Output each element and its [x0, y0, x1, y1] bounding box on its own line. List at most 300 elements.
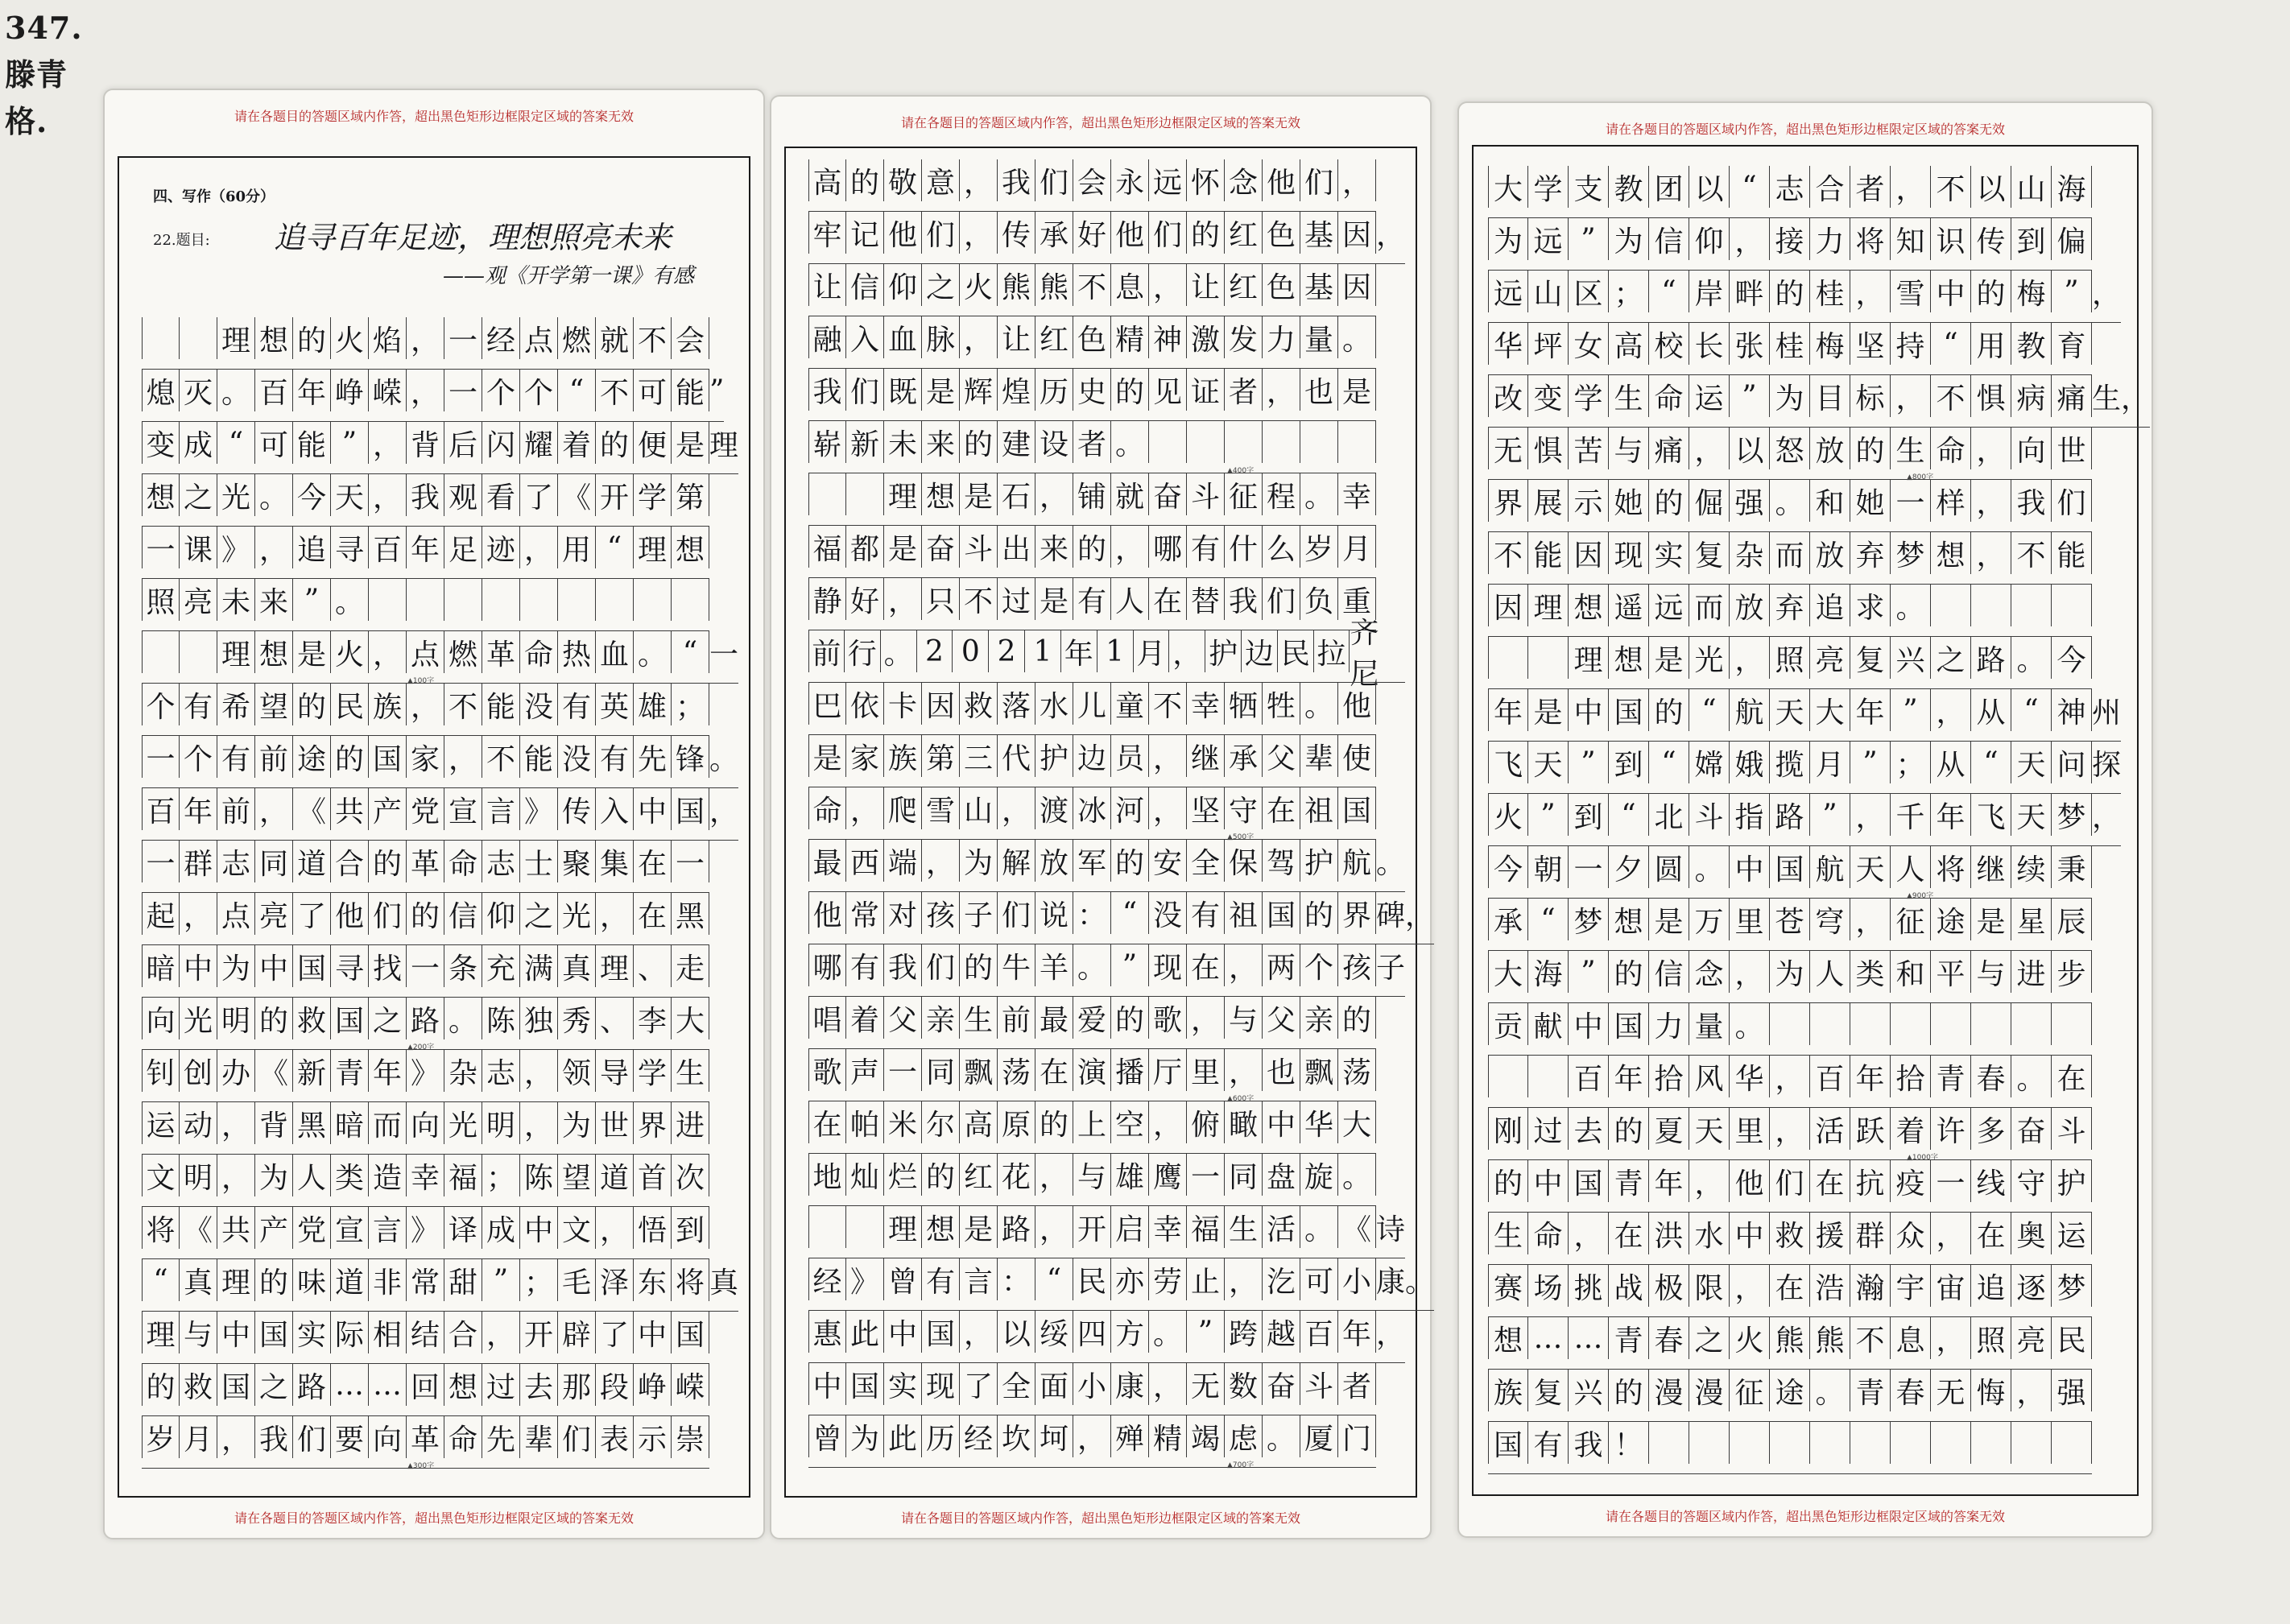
- grid-cell: 力: [1649, 1003, 1689, 1045]
- grid-cell: 厅: [1149, 1049, 1187, 1091]
- grid-cell: 放: [1730, 585, 1770, 626]
- grid-cell: 为: [255, 1155, 293, 1196]
- grid-cell: 救: [1770, 1213, 1810, 1254]
- grid-cell: 既: [884, 369, 922, 411]
- grid-cell: 惧: [1528, 428, 1569, 469]
- grid-row: [1488, 742, 2121, 783]
- grid-cell: [1971, 1422, 2011, 1464]
- grid-cell: 》: [407, 1050, 444, 1092]
- grid-cell: 传: [558, 788, 596, 830]
- grid-row: [142, 684, 709, 725]
- grid-cell: 量: [1300, 316, 1338, 358]
- grid-cell: 的: [1488, 1160, 1528, 1202]
- grid-cell: 华: [1730, 1056, 1770, 1097]
- grid-row: [142, 370, 724, 411]
- grid-row: [808, 212, 1405, 254]
- grid-cell: 驾: [1263, 840, 1300, 882]
- grid-cell: ，: [369, 474, 407, 516]
- grid-cell: 陈: [482, 998, 520, 1039]
- grid-cell: 山: [960, 787, 998, 829]
- grid-cell: 荡: [1338, 1049, 1376, 1091]
- grid-cell: 地: [808, 1154, 846, 1196]
- grid-cell: 复: [1689, 532, 1730, 574]
- word-count-mark: ▲800字: [1907, 473, 1934, 481]
- grid-cell: 水: [1035, 683, 1073, 725]
- grid-cell: 飘: [960, 1049, 998, 1091]
- grid-cell: 光: [1689, 637, 1730, 679]
- grid-cell: 岸: [1689, 271, 1730, 312]
- grid-cell: 光: [558, 893, 596, 935]
- grid-cell: 经: [960, 1415, 998, 1457]
- grid-cell: 的: [1300, 892, 1338, 934]
- grid-cell: 边: [1073, 735, 1111, 777]
- grid-cell: 年: [180, 788, 217, 830]
- grid-cell: 。: [255, 474, 293, 516]
- grid-cell: 青: [331, 1050, 369, 1092]
- grid-cell: 小: [1073, 1363, 1111, 1405]
- grid-cell: 牢: [808, 212, 846, 254]
- grid-cell: 年: [293, 370, 331, 411]
- grid-cell: 着: [846, 997, 884, 1039]
- grid-cell: 拉: [1314, 630, 1350, 672]
- grid-cell: 有: [1187, 892, 1225, 934]
- grid-cell: 未: [884, 421, 922, 463]
- grid-overflow-char: 州: [2092, 696, 2122, 729]
- grid-cell: 保: [1225, 840, 1263, 882]
- word-count-mark: ▲900字: [1907, 892, 1934, 900]
- grid-cell: 负: [1300, 578, 1338, 620]
- grid-cell: 导: [596, 1050, 634, 1092]
- grid-cell: 夏: [1649, 1108, 1689, 1150]
- grid-cell: 悟: [634, 1207, 672, 1249]
- grid-cell: 回: [407, 1364, 444, 1406]
- grid-cell: 命: [1931, 428, 1971, 469]
- grid-cell: 要: [331, 1416, 369, 1458]
- grid-cell: 学: [634, 474, 672, 516]
- grid-cell: 让: [1187, 264, 1225, 306]
- grid-cell: 去: [1569, 1108, 1609, 1150]
- grid-cell: 能: [1528, 532, 1569, 574]
- grid-cell: 不: [596, 370, 634, 411]
- grid-cell: 是: [884, 526, 922, 568]
- grid-cell: 天: [331, 474, 369, 516]
- grid-row: [142, 474, 709, 516]
- grid-cell: 一: [142, 736, 180, 778]
- grid-cell: 抗: [1850, 1160, 1891, 1202]
- grid-cell: 在: [1149, 578, 1187, 620]
- grid-cell: 程: [1263, 473, 1300, 515]
- grid-cell: 真: [558, 945, 596, 987]
- grid-cell: 开: [1073, 1206, 1111, 1248]
- grid-cell: [1225, 421, 1263, 463]
- grid-cell: 味: [293, 1259, 331, 1301]
- grid-cell: 色: [1073, 316, 1111, 358]
- grid-cell: 民: [1278, 630, 1314, 672]
- grid-cell: 者: [1225, 369, 1263, 411]
- grid-cell: 现: [1609, 532, 1649, 574]
- grid-cell: 方: [1111, 1311, 1149, 1353]
- grid-cell: ”: [1569, 742, 1609, 783]
- grid-cell: ，: [520, 1050, 558, 1092]
- grid-cell: ，: [1035, 1206, 1073, 1248]
- grid-cell: 不: [960, 578, 998, 620]
- grid-cell: 雪: [922, 787, 960, 829]
- grid-cell: 前: [808, 630, 845, 672]
- grid-cell: 开: [596, 474, 634, 516]
- grid-cell: 过: [482, 1364, 520, 1406]
- grid-cell: 唱: [808, 997, 846, 1039]
- grid-cell: ；: [1609, 271, 1649, 312]
- grid-cell: 族: [1488, 1370, 1528, 1411]
- grid-row: [1488, 1422, 2092, 1464]
- grid-row: [808, 997, 1376, 1039]
- grid-cell: 宣: [444, 788, 482, 830]
- grid-cell: 盘: [1263, 1154, 1300, 1196]
- grid-cell: 青: [1850, 1370, 1891, 1411]
- grid-cell: 峥: [634, 1364, 672, 1406]
- grid-cell: ，: [1689, 1160, 1730, 1202]
- grid-cell: 理: [217, 631, 255, 673]
- grid-cell: [1891, 1422, 1931, 1464]
- grid-cell: 黑: [293, 1102, 331, 1144]
- grid-cell: 山: [2011, 166, 2052, 208]
- grid-cell: 里: [1730, 1108, 1770, 1150]
- grid-cell: ，: [444, 736, 482, 778]
- grid-cell: 寻: [331, 527, 369, 568]
- grid-cell: 理: [884, 473, 922, 515]
- grid-cell: 之: [922, 264, 960, 306]
- grid-cell: 过: [1528, 1108, 1569, 1150]
- grid-row: [142, 1312, 709, 1353]
- grid-cell: 》: [217, 527, 255, 568]
- grid-cell: 远: [1649, 585, 1689, 626]
- grid-row: [1488, 1317, 2092, 1359]
- essay-subtitle: ——观《开学第一课》有感: [443, 264, 695, 288]
- grid-cell: 救: [180, 1364, 217, 1406]
- grid-cell: [2011, 1422, 2052, 1464]
- grid-cell: ，: [407, 684, 444, 725]
- grid-cell: 弃: [1850, 532, 1891, 574]
- grid-cell: 将: [1850, 218, 1891, 260]
- grid-cell: 此: [846, 1311, 884, 1353]
- grid-cell: 秀: [558, 998, 596, 1039]
- grid-cell: 生: [1891, 428, 1931, 469]
- grid-cell: “: [1528, 899, 1569, 940]
- grid-cell: 大: [672, 998, 709, 1039]
- grid-row: [1488, 218, 2092, 260]
- grid-cell: 偏: [2052, 218, 2092, 260]
- grid-cell: ，: [1730, 218, 1770, 260]
- grid-cell: 民: [331, 684, 369, 725]
- grid-cell: 色: [1263, 212, 1300, 254]
- grid-cell: 理: [217, 317, 255, 359]
- grid-cell: 启: [1111, 1206, 1149, 1248]
- grid-row: [808, 1206, 1405, 1248]
- grid-cell: 的: [255, 998, 293, 1039]
- grid-cell: 背: [255, 1102, 293, 1144]
- grid-row: [142, 1207, 709, 1249]
- grid-cell: 痛: [1649, 428, 1689, 469]
- grid-row: [808, 1363, 1376, 1405]
- grid-cell: 拾: [1649, 1056, 1689, 1097]
- grid-cell: 第: [672, 474, 709, 516]
- grid-cell: 爱: [1073, 997, 1111, 1039]
- grid-cell: 光: [180, 998, 217, 1039]
- grid-row: [1488, 794, 2121, 836]
- grid-cell: 歌: [1149, 997, 1187, 1039]
- grid-cell: 杂: [444, 1050, 482, 1092]
- grid-cell: 中: [1569, 689, 1609, 731]
- word-count-mark: ▲700字: [1227, 1461, 1255, 1469]
- grid-cell: 《: [180, 1207, 217, 1249]
- grid-cell: 场: [1528, 1265, 1569, 1307]
- grid-row: [1488, 899, 2092, 940]
- grid-cell: 圆: [1649, 846, 1689, 888]
- grid-cell: 的: [596, 422, 634, 464]
- grid-cell: 英: [596, 684, 634, 725]
- grid-cell: 非: [369, 1259, 407, 1301]
- grid-cell: [634, 579, 672, 621]
- grid-cell: 们: [1035, 159, 1073, 201]
- grid-cell: 今: [1488, 846, 1528, 888]
- grid-cell: 实: [293, 1312, 331, 1353]
- grid-cell: 依: [846, 683, 884, 725]
- grid-cell: 传: [998, 212, 1035, 254]
- grid-cell: 海: [1528, 951, 1569, 993]
- grid-cell: [1300, 421, 1338, 463]
- grid-cell: 陈: [520, 1155, 558, 1196]
- grid-cell: 们: [293, 1416, 331, 1458]
- grid-cell: ，: [596, 893, 634, 935]
- grid-cell: 天: [2011, 794, 2052, 836]
- grid-row: [808, 526, 1376, 568]
- grid-cell: 点: [520, 317, 558, 359]
- grid-row: [808, 735, 1376, 777]
- grid-cell: 国: [672, 788, 709, 830]
- grid-cell: 哪: [1149, 526, 1187, 568]
- grid-cell: 子: [960, 892, 998, 934]
- grid-cell: 漫: [1689, 1370, 1730, 1411]
- grid-cell: 复: [1528, 1370, 1569, 1411]
- grid-cell: 向: [142, 998, 180, 1039]
- grid-cell: 开: [520, 1312, 558, 1353]
- grid-cell: 精: [1149, 1415, 1187, 1457]
- grid-cell: 哪: [808, 944, 846, 986]
- grid-cell: 之: [180, 474, 217, 516]
- grid-cell: 常: [407, 1259, 444, 1301]
- grid-cell: 想: [1488, 1317, 1528, 1359]
- grid-cell: 力: [1263, 316, 1300, 358]
- grid-row: [1488, 166, 2092, 208]
- grid-cell: 没: [1149, 892, 1187, 934]
- grid-cell: “: [2011, 689, 2052, 731]
- grid-cell: 中: [255, 945, 293, 987]
- grid-cell: 实: [1649, 532, 1689, 574]
- grid-cell: 儿: [1073, 683, 1111, 725]
- grid-row: [1488, 585, 2092, 626]
- grid-row: [142, 631, 738, 673]
- grid-cell: 战: [1609, 1265, 1649, 1307]
- grid-cell: 足: [444, 527, 482, 568]
- grid-cell: 航: [1338, 840, 1376, 882]
- grid-cell: 志: [217, 841, 255, 882]
- grid-cell: 北: [1649, 794, 1689, 836]
- grid-cell: 望: [255, 684, 293, 725]
- grid-cell: 。: [1770, 480, 1810, 522]
- grid-cell: 跨: [1225, 1311, 1263, 1353]
- grid-cell: 崭: [808, 421, 846, 463]
- grid-cell: [1770, 1003, 1810, 1045]
- grid-cell: [1850, 1003, 1891, 1045]
- grid-cell: 个: [520, 370, 558, 411]
- grid-cell: 以: [1730, 428, 1770, 469]
- grid-cell: 端: [884, 840, 922, 882]
- grid-cell: 结: [407, 1312, 444, 1353]
- grid-cell: 没: [520, 684, 558, 725]
- grid-cell: 前: [255, 736, 293, 778]
- grid-cell: ；: [672, 684, 709, 725]
- corner-handwritten-note: [5, 5, 110, 145]
- grid-row: [142, 788, 738, 830]
- grid-overflow-char: 康。: [1376, 1265, 1435, 1299]
- grid-cell: [482, 579, 520, 621]
- grid-cell: 有: [180, 684, 217, 725]
- grid-cell: 飘: [1300, 1049, 1338, 1091]
- grid-cell: 想: [255, 631, 293, 673]
- grid-cell: 奋: [1149, 473, 1187, 515]
- grid-cell: 国: [217, 1364, 255, 1406]
- grid-cell: [1187, 421, 1225, 463]
- grid-overflow-char: 生，: [2092, 382, 2151, 415]
- grid-cell: 梦: [1891, 532, 1931, 574]
- grid-cell: 者: [1338, 1363, 1376, 1405]
- grid-cell: 什: [1225, 526, 1263, 568]
- grid-cell: ，: [407, 370, 444, 411]
- grid-cell: 女: [1569, 323, 1609, 365]
- grid-cell: 真: [180, 1259, 217, 1301]
- grid-cell: ，: [1730, 1265, 1770, 1307]
- grid-cell: [1488, 637, 1528, 679]
- grid-cell: 海: [2052, 166, 2092, 208]
- grid-cell: 实: [884, 1363, 922, 1405]
- grid-cell: 惠: [808, 1311, 846, 1353]
- grid-row: [1488, 689, 2121, 731]
- grid-cell: 与: [1609, 428, 1649, 469]
- grid-cell: 四: [1073, 1311, 1111, 1353]
- grid-cell: 们: [1300, 159, 1338, 201]
- grid-cell: 与: [180, 1312, 217, 1353]
- grid-cell: 想: [1609, 637, 1649, 679]
- grid-cell: 西: [846, 840, 884, 882]
- grid-cell: ，: [1569, 1213, 1609, 1254]
- grid-cell: 坎: [998, 1415, 1035, 1457]
- grid-row: [808, 787, 1376, 829]
- grid-cell: ，: [1169, 630, 1205, 672]
- grid-cell: 嫦: [1689, 742, 1730, 783]
- grid-cell: 兴: [1569, 1370, 1609, 1411]
- grid-cell: 。: [331, 579, 369, 621]
- grid-cell: 设: [1035, 421, 1073, 463]
- grid-cell: 第: [922, 735, 960, 777]
- grid-cell: 照: [1770, 637, 1810, 679]
- grid-cell: 的: [331, 736, 369, 778]
- grid-overflow-char: ，: [1376, 1317, 1406, 1351]
- grid-cell: 基: [1300, 264, 1338, 306]
- grid-cell: 了: [960, 1363, 998, 1405]
- grid-row: [142, 1050, 709, 1092]
- grid-row: [808, 1049, 1376, 1091]
- grid-cell: 是: [1338, 369, 1376, 411]
- grid-cell: 众: [1891, 1213, 1931, 1254]
- grid-cell: 在: [2052, 1056, 2092, 1097]
- grid-cell: 学: [1569, 375, 1609, 417]
- grid-cell: 我: [998, 159, 1035, 201]
- grid-cell: 灭: [180, 370, 217, 411]
- grid-cell: 征: [1730, 1370, 1770, 1411]
- grid-cell: 脉: [922, 316, 960, 358]
- grid-cell: 而: [1770, 532, 1810, 574]
- grid-cell: [2011, 585, 2052, 626]
- grid-cell: 传: [1971, 218, 2011, 260]
- grid-cell: 热: [558, 631, 596, 673]
- grid-cell: ，: [1689, 428, 1730, 469]
- grid-cell: 月: [1810, 742, 1850, 783]
- grid-cell: 生: [1609, 375, 1649, 417]
- grid-cell: 《: [1338, 1206, 1376, 1248]
- grid-cell: 为: [960, 840, 998, 882]
- grid-cell: [1931, 585, 1971, 626]
- grid-cell: 续: [2011, 846, 2052, 888]
- grid-cell: 护: [1300, 840, 1338, 882]
- grid-cell: 人: [1810, 951, 1850, 993]
- grid-cell: 小: [1338, 1258, 1376, 1300]
- grid-cell: 岁: [1300, 526, 1338, 568]
- word-count-mark: ▲300字: [407, 1462, 435, 1470]
- grid-cell: 《: [558, 474, 596, 516]
- grid-cell: 一: [407, 945, 444, 987]
- grid-cell: 想: [922, 473, 960, 515]
- grid-cell: ，: [217, 1416, 255, 1458]
- grid-cell: 成: [180, 422, 217, 464]
- grid-cell: 最: [808, 840, 846, 882]
- grid-overflow-char: ”: [709, 374, 725, 407]
- grid-cell: 孩: [922, 892, 960, 934]
- grid-cell: 飞: [1971, 794, 2011, 836]
- grid-cell: 春: [1891, 1370, 1931, 1411]
- grid-cell: 理: [1528, 585, 1569, 626]
- grid-cell: 瀚: [1850, 1265, 1891, 1307]
- grid-cell: 年: [1649, 1160, 1689, 1202]
- grid-cell: 记: [846, 212, 884, 254]
- grid-cell: 道: [596, 1155, 634, 1196]
- grid-cell: 史: [1073, 369, 1111, 411]
- grid-cell: 秉: [2052, 846, 2092, 888]
- grid-cell: 穹: [1810, 899, 1850, 940]
- grid-cell: 百: [1569, 1056, 1609, 1097]
- grid-cell: 之: [1689, 1317, 1730, 1359]
- grid-cell: 辟: [558, 1312, 596, 1353]
- grid-cell: 言: [482, 788, 520, 830]
- grid-cell: 因: [1338, 212, 1376, 254]
- grid-cell: 刚: [1488, 1108, 1528, 1150]
- grid-cell: 国: [255, 1312, 293, 1353]
- grid-cell: [1971, 585, 2011, 626]
- grid-cell: 父: [884, 997, 922, 1039]
- grid-cell: 不: [1931, 166, 1971, 208]
- grid-cell: 。: [1300, 683, 1338, 725]
- grid-row: [1488, 1213, 2092, 1254]
- grid-cell: 路: [407, 998, 444, 1039]
